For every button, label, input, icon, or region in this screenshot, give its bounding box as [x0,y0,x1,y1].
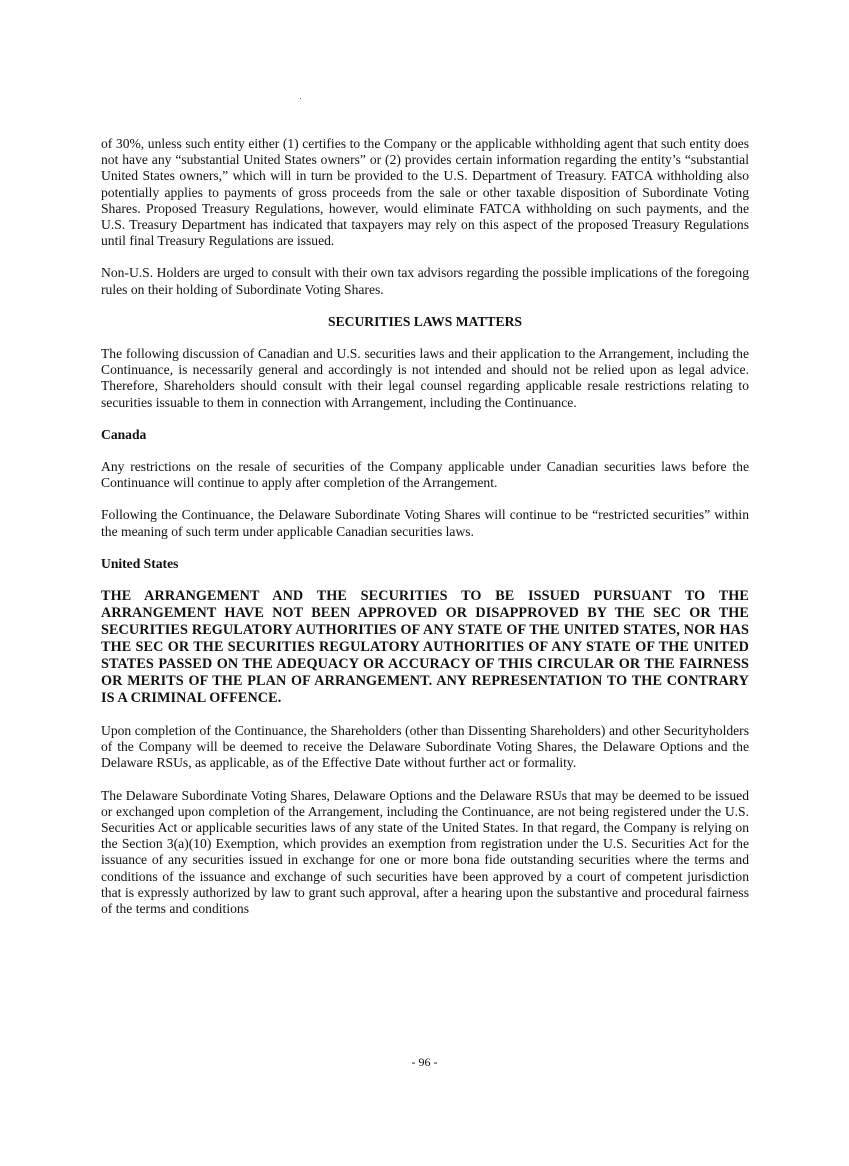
page-number: - 96 - [411,1055,438,1069]
paragraph-canada-restricted: Following the Continuance, the Delaware Subordinate Voting Shares will continue to be “restricted securities” within the meaning of such term under applicable Canadian securities laws. [101,507,749,539]
scan-mark [300,98,301,99]
page-content [101,136,749,917]
paragraph-legend-caps: THE ARRANGEMENT AND THE SECURITIES TO BE ISSUED PURSUANT TO THE ARRANGEMENT HAVE NOT BEEN APPROVED OR DISAPPROVED BY THE SEC OR THE SECURITIES REGULATORY AUTHORITIES OF ANY STATE OF THE UNITED STATES, NOR HAS THE SEC OR THE SECURITIES REGULATORY AUTHORITIES OF ANY STATE OF THE UNITED STATES PASSED ON THE ADEQUACY OR ACCURACY OF THIS CIRCULAR OR THE FAIRNESS OR MERITS OF THE PLAN OF ARRANGEMENT. ANY REPRESENTATION TO THE CONTRARY IS A CRIMINAL OFFENCE. [101,588,749,707]
paragraph-securities-intro: The following discussion of Canadian and U.S. securities laws and their application to the Arrangement, including the Continuance, is necessarily general and accordingly is not intended and should not be relied upon as legal advice. Therefore, Shareholders should consult with their legal counsel regarding applicable resale restrictions relating to securities issuable to them in connection with Arrangement, including the Continuance. [101,346,749,410]
paragraph-non-us-holders: Non-U.S. Holders are urged to consult with their own tax advisors regarding the possible implications of the foregoing rules on their holding of Subordinate Voting Shares. [101,265,749,297]
subheading-united-states: United States [101,555,179,571]
section-heading: SECURITIES LAWS MATTERS [328,313,522,329]
paragraph-canada-resale: Any restrictions on the resale of securities of the Company applicable under Canadian securities laws before the Continuance will continue to apply after completion of the Arrangement. [101,459,749,491]
subheading-canada: Canada [101,426,147,442]
paragraph-fatca: of 30%, unless such entity either (1) certifies to the Company or the applicable withholding agent that such entity does not have any “substantial United States owners” or (2) provides certain information regarding the entity’s “substantial United States owners,” which will in turn be provided to the U.S. Department of Treasury. FATCA withholding also potentially applies to payments of gross proceeds from the sale or other taxable disposition of Subordinate Voting Shares. Proposed Treasury Regulations, however, would eliminate FATCA withholding on such payments, and the U.S. Treasury Department has indicated that taxpayers may rely on this aspect of the proposed Treasury Regulations until final Treasury Regulations are issued. [101,136,749,249]
paragraph-exemption: The Delaware Subordinate Voting Shares, Delaware Options and the Delaware RSUs that may be deemed to be issued or exchanged upon completion of the Arrangement, including the Continuance, are not being registered under the U.S. Securities Act or applicable securities laws of any state of the United States. In that regard, the Company is relying on the Section 3(a)(10) Exemption, which provides an exemption from registration under the U.S. Securities Act for the issuance of any securities issued in exchange for one or more bona fide outstanding securities where the terms and conditions of the issuance and exchange of such securities have been approved by a court of competent jurisdiction that is expressly authorized by law to grant such approval, after a hearing upon the substantive and procedural fairness of the terms and conditions [101,787,749,917]
paragraph-continuance-completion: Upon completion of the Continuance, the Shareholders (other than Dissenting Shareholders) and other Securityholders of the Company will be deemed to receive the Delaware Subordinate Voting Shares, the Delaware Options and the Delaware RSUs, as applicable, as of the Effective Date without further act or formality. [101,723,749,771]
